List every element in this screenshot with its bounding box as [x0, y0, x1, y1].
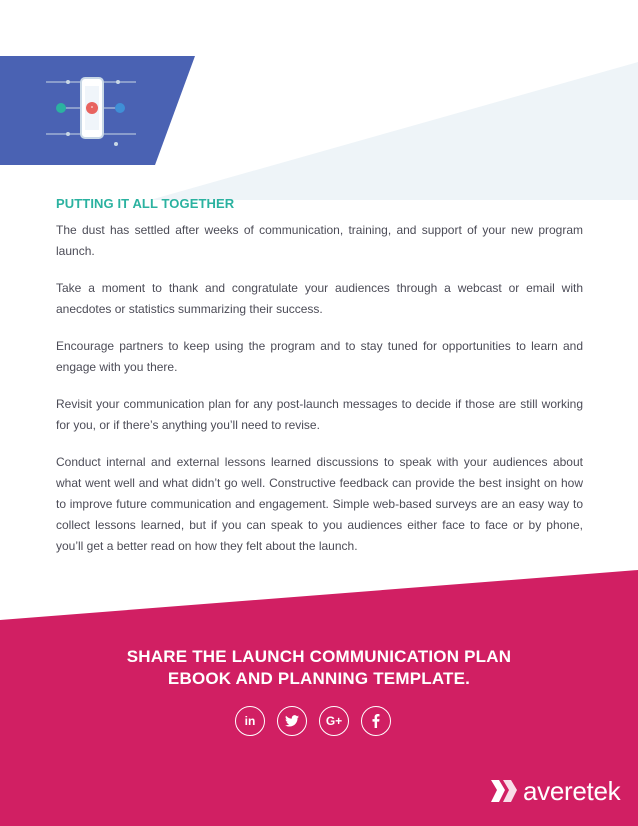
share-cta-heading	[0, 646, 638, 690]
paragraph-3: Encourage partners to keep using the program and to stay tuned for opportunities to learn and engage with you there.	[56, 339, 583, 374]
cta-line-1: SHARE THE LAUNCH COMMUNICATION PLAN	[126, 647, 512, 666]
google-plus-share-button[interactable]	[319, 706, 349, 736]
facebook-share-button[interactable]	[361, 706, 391, 736]
cta-line-2: EBOOK AND PLANNING TEMPLATE.	[167, 669, 471, 688]
phone-chat-illustration-icon	[46, 72, 136, 152]
averetek-logo-mark-icon	[489, 776, 519, 806]
paragraph-1: The dust has settled after weeks of communication, training, and support of your new program launch.	[56, 223, 583, 258]
svg-text:“: “	[90, 106, 94, 113]
linkedin-icon: in	[244, 714, 256, 728]
google-plus-icon: G+	[325, 714, 343, 728]
paragraph-5: Conduct internal and external lessons learned discussions to speak with your audiences about what went well and what didn’t go well. Constructive feedback can provide the best insight on how to improve future communication and engagement. Simple web-based surveys are an easy way to collect lessons learned, but if you can speak to you audiences either face to face or by phone, you’ll get a better read on how they felt about the launch.	[56, 455, 583, 553]
brand-wordmark: averetek	[523, 775, 621, 806]
twitter-icon	[285, 715, 299, 727]
twitter-share-button[interactable]	[277, 706, 307, 736]
social-share-row	[235, 706, 405, 738]
article-body	[56, 196, 583, 573]
linkedin-share-button[interactable]	[235, 706, 265, 736]
averetek-logo	[489, 774, 620, 808]
paragraph-4: Revisit your communication plan for any post-launch messages to decide if those are still working for you, or if there’s anything you’ll need to revise.	[56, 397, 583, 432]
paragraph-2: Take a moment to thank and congratulate your audiences through a webcast or email with anecdotes or statistics summarizing their success.	[56, 281, 583, 316]
facebook-icon	[372, 714, 380, 728]
section-heading: PUTTING IT ALL TOGETHER	[56, 196, 235, 211]
